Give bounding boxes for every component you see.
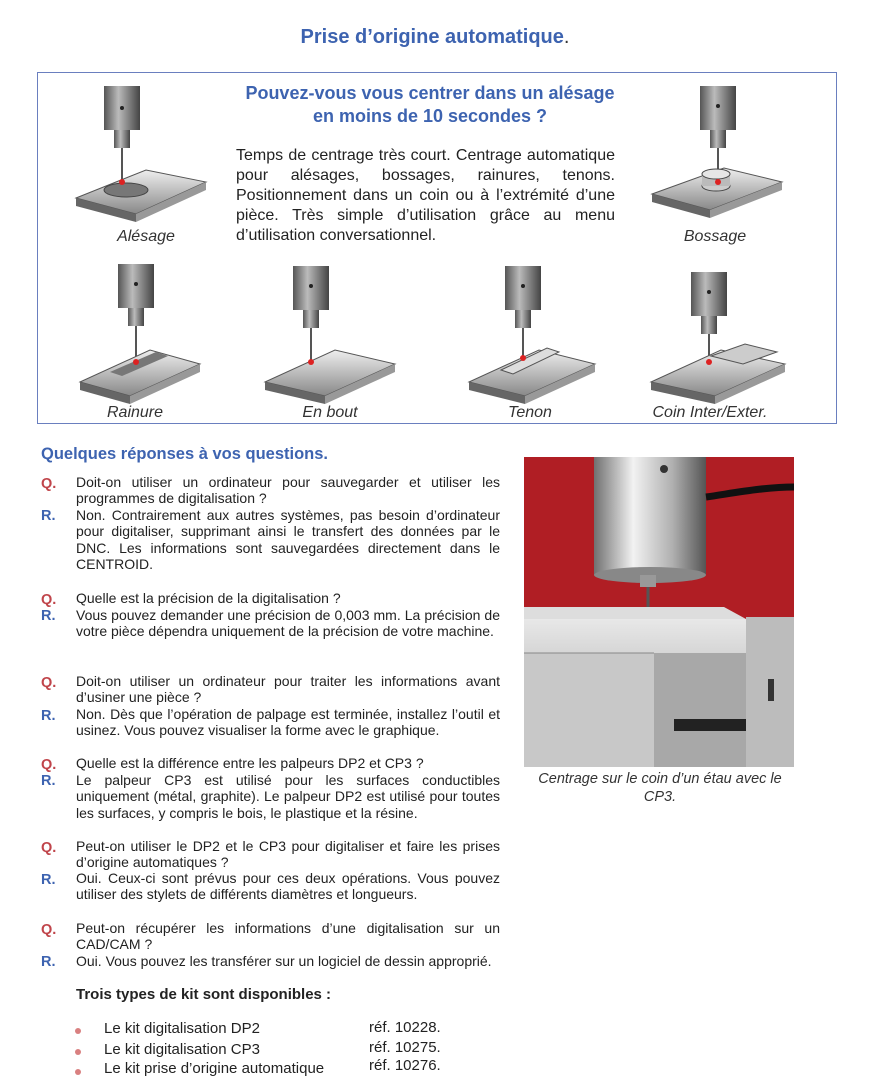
kits-title: Trois types de kit sont disponibles : [76, 986, 332, 1003]
caption-coin: Coin Inter/Exter. [652, 404, 768, 421]
q-label: Q. [41, 476, 57, 492]
page-title: Prise d’origine automatique. [300, 26, 570, 48]
kit-ref: réf. 10275. [369, 1039, 441, 1056]
faq-answer-6: Oui. Vous pouvez les transférer sur un logiciel de dessin approprié. [76, 953, 492, 969]
bullet-icon [75, 1049, 81, 1055]
faq-question-3: Doit-on utiliser un ordinateur pour traiter les informations avant d’usiner une pièce ? [76, 673, 500, 706]
probe-en-bout-illustration [255, 258, 405, 408]
caption-bossage: Bossage [683, 228, 747, 245]
probe-rainure-illustration [60, 258, 210, 408]
faq-answer-4: Le palpeur CP3 est utilisé pour les surfaces conductibles uniquement (métal, graphite). Le palpeur DP2 est utilisé pour toutes les surfaces, y compris le bois, le plastique et la résine. [76, 772, 500, 821]
kit-ref: réf. 10228. [369, 1019, 441, 1036]
kit-name: Le kit digitalisation DP2 [104, 1020, 260, 1037]
diagram-en-bout [255, 258, 405, 421]
r-label: R. [41, 773, 56, 789]
caption-tenon: Tenon [508, 404, 552, 421]
caption-en-bout: En bout [302, 404, 358, 421]
r-label: R. [41, 608, 56, 624]
r-label: R. [41, 872, 56, 888]
diagram-tenon [455, 258, 605, 421]
bullet-icon [75, 1028, 81, 1034]
q-label: Q. [41, 592, 57, 608]
q-label: Q. [41, 840, 57, 856]
probe-alesage-illustration [66, 80, 216, 230]
diagram-rainure [60, 258, 210, 421]
faq-answer-1: Non. Contrairement aux autres systèmes, pas besoin d’ordinateur pour digitaliser, supprimant ainsi le transfert des données par le DNC. Les informations sont sauvegardées directement dans le CENTROID. [76, 507, 500, 572]
faq-answer-5: Oui. Ceux-ci sont prévus pour ces deux opérations. Vous pouvez utiliser des stylets de différents diamètres et longueurs. [76, 870, 500, 903]
bullet-icon [75, 1069, 81, 1075]
probe-bossage-illustration [640, 78, 790, 228]
kit-name: Le kit prise d’origine automatique [104, 1060, 325, 1077]
caption-alesage: Alésage [117, 228, 175, 245]
probe-coin-illustration [645, 258, 795, 408]
caption-rainure: Rainure [106, 404, 164, 421]
faq-answer-3: Non. Dès que l’opération de palpage est terminée, installez l’outil et usinez. Vous pouvez visualiser la forme avec le graphique. [76, 706, 500, 739]
q-label: Q. [41, 922, 57, 938]
faq-question-1: Doit-on utiliser un ordinateur pour sauvegarder et utiliser les programmes de digitalisation ? [76, 474, 500, 507]
faq-question-4: Quelle est la différence entre les palpeurs DP2 et CP3 ? [76, 755, 424, 771]
q-label: Q. [41, 675, 57, 691]
probe-photo [524, 457, 794, 767]
intro-headline: Pouvez-vous vous centrer dans un alésage en moins de 10 secondes ? [245, 83, 615, 126]
intro-description: Temps de centrage très court. Centrage automatique pour alésages, bossages, rainures, tenons. Positionnement dans un coin ou à l’extrémité d’une pièce. Très simple d’utilisation grâce au menu d’utilisation conversationnel. [236, 147, 615, 244]
faq-question-5: Peut-on utiliser le DP2 et le CP3 pour digitaliser et faire les prises d’origine automatiques ? [76, 838, 500, 871]
r-label: R. [41, 954, 56, 970]
q-label: Q. [41, 757, 57, 773]
r-label: R. [41, 708, 56, 724]
photo-caption: Centrage sur le coin d’un étau avec le CP3. [538, 771, 782, 805]
diagram-alesage [66, 80, 216, 245]
r-label: R. [41, 508, 56, 524]
probe-tenon-illustration [455, 258, 605, 408]
faq-question-2: Quelle est la précision de la digitalisation ? [76, 590, 341, 606]
kit-ref: réf. 10276. [369, 1057, 441, 1074]
diagram-bossage [640, 78, 790, 245]
faq-title: Quelques réponses à vos questions. [41, 445, 329, 463]
diagram-coin [645, 258, 795, 421]
kit-name: Le kit digitalisation CP3 [104, 1041, 260, 1058]
faq-question-6: Peut-on récupérer les informations d’une digitalisation sur un CAD/CAM ? [76, 920, 500, 953]
faq-answer-2: Vous pouvez demander une précision de 0,003 mm. La précision de votre pièce dépendra uniquement de la précision de votre machine. [76, 607, 500, 640]
